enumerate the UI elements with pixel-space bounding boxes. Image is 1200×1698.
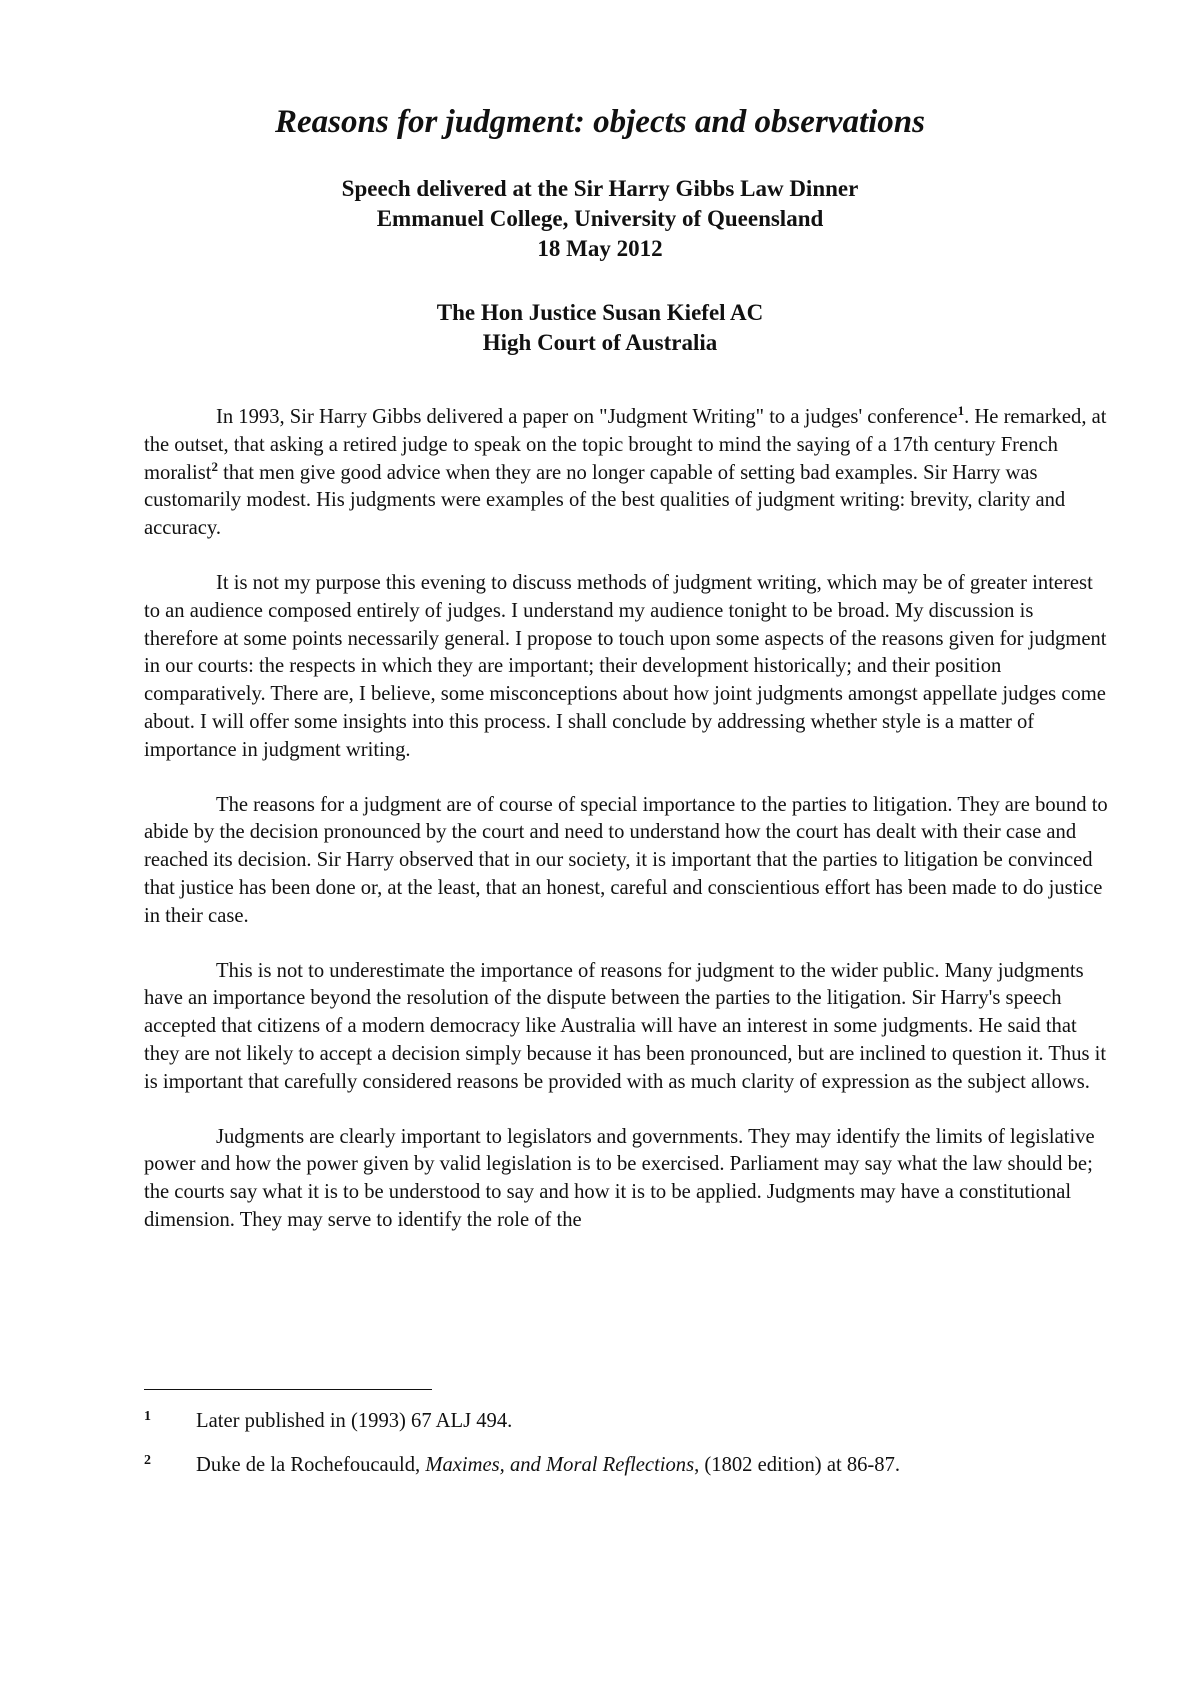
footnote-2-text-after: , (1802 edition) at 86-87. [694, 1454, 901, 1476]
paragraph-2: It is not my purpose this evening to discuss methods of judgment writing, which may be of greater interest to an audience composed entirely of judges. I understand my audience tonight to be broad. My discussion is therefore at some points necessarily general. I propose to touch upon some aspects of the reasons given for judgment in our courts: the respects in which they are important; their development historically; and their position comparatively. There are, I believe, some misconceptions about how joint judgments amongst appellate judges come about. I will offer some insights into this process. I shall conclude by addressing whether style is a matter of importance in judgment writing. [144, 571, 1107, 761]
author-court: High Court of Australia [482, 330, 718, 355]
footnote-ref-1[interactable]: 1 [957, 403, 965, 419]
paragraph-4: This is not to underestimate the importance of reasons for judgment to the wider public. Many judgments have an importance beyond the resolution of the dispute between the parties to the litigation. Sir Harry's speech accepted that citizens of a modern democracy like Australia will have an interest in some judgments. He said that they are not likely to accept a decision simply because it has been pronounced, but are inclined to question it. Thus it is important that carefully considered reasons be provided with as much clarity of expression as the subject allows. [144, 959, 1107, 1093]
author-name: The Hon Justice Susan Kiefel AC [436, 300, 764, 325]
body-text [144, 404, 1110, 1262]
speech-occasion [0, 174, 1200, 264]
occasion-venue: Emmanuel College, University of Queensland [376, 206, 824, 231]
speech-author [0, 298, 1200, 358]
footnote-1-number: 1 [144, 1409, 151, 1424]
footnote-1-text: Later published in (1993) 67 ALJ 494. [196, 1410, 513, 1432]
footnote-ref-2[interactable]: 2 [211, 458, 218, 474]
occasion-date: 18 May 2012 [537, 236, 663, 261]
footnote-2-number: 2 [144, 1453, 151, 1468]
document-title: Reasons for judgment: objects and observations [275, 104, 925, 140]
footnote-2-text [196, 1452, 900, 1478]
footnote-divider [144, 1389, 432, 1390]
paragraph-3: The reasons for a judgment are of course of special importance to the parties to litigation. They are bound to abide by the decision pronounced by the court and need to understand how the court has dealt with their case and reached its decision. Sir Harry observed that in our society, it is important that the parties to litigation be convinced that justice has been done or, at the least, that an honest, careful and conscientious effort has been made to do justice in their case. [144, 793, 1108, 927]
paragraph-1-part-1: In 1993, Sir Harry Gibbs delivered a paper on "Judgment Writing" to a judges' conference [216, 406, 958, 428]
paragraph-1-part-2: . He remarked, at the outset, that asking a retired judge to speak on the topic brought to mind the saying of a 17th century French moralist [144, 406, 1107, 484]
paragraph-1 [144, 404, 1110, 543]
occasion-event: Speech delivered at the Sir Harry Gibbs Law Dinner [341, 176, 859, 201]
paragraph-5: Judgments are clearly important to legislators and governments. They may identify the limits of legislative power and how the power given by valid legislation is to be exercised. Parliament may say what the law should be; the courts say what it is to be understood to say and how it is to be applied. Judgments may have a constitutional dimension. They may serve to identify the role of the [144, 1125, 1095, 1231]
paragraph-1-part-3: that men give good advice when they are no longer capable of setting bad examples. Sir Harry was customarily modest. His judgments were examples of the best qualities of judgment writing: brevity, clarity and accuracy. [144, 461, 1066, 540]
footnote-2-text-before: Duke de la Rochefoucauld, [196, 1454, 426, 1476]
footnote-2-book-title: Maximes, and Moral Reflections [425, 1454, 695, 1476]
